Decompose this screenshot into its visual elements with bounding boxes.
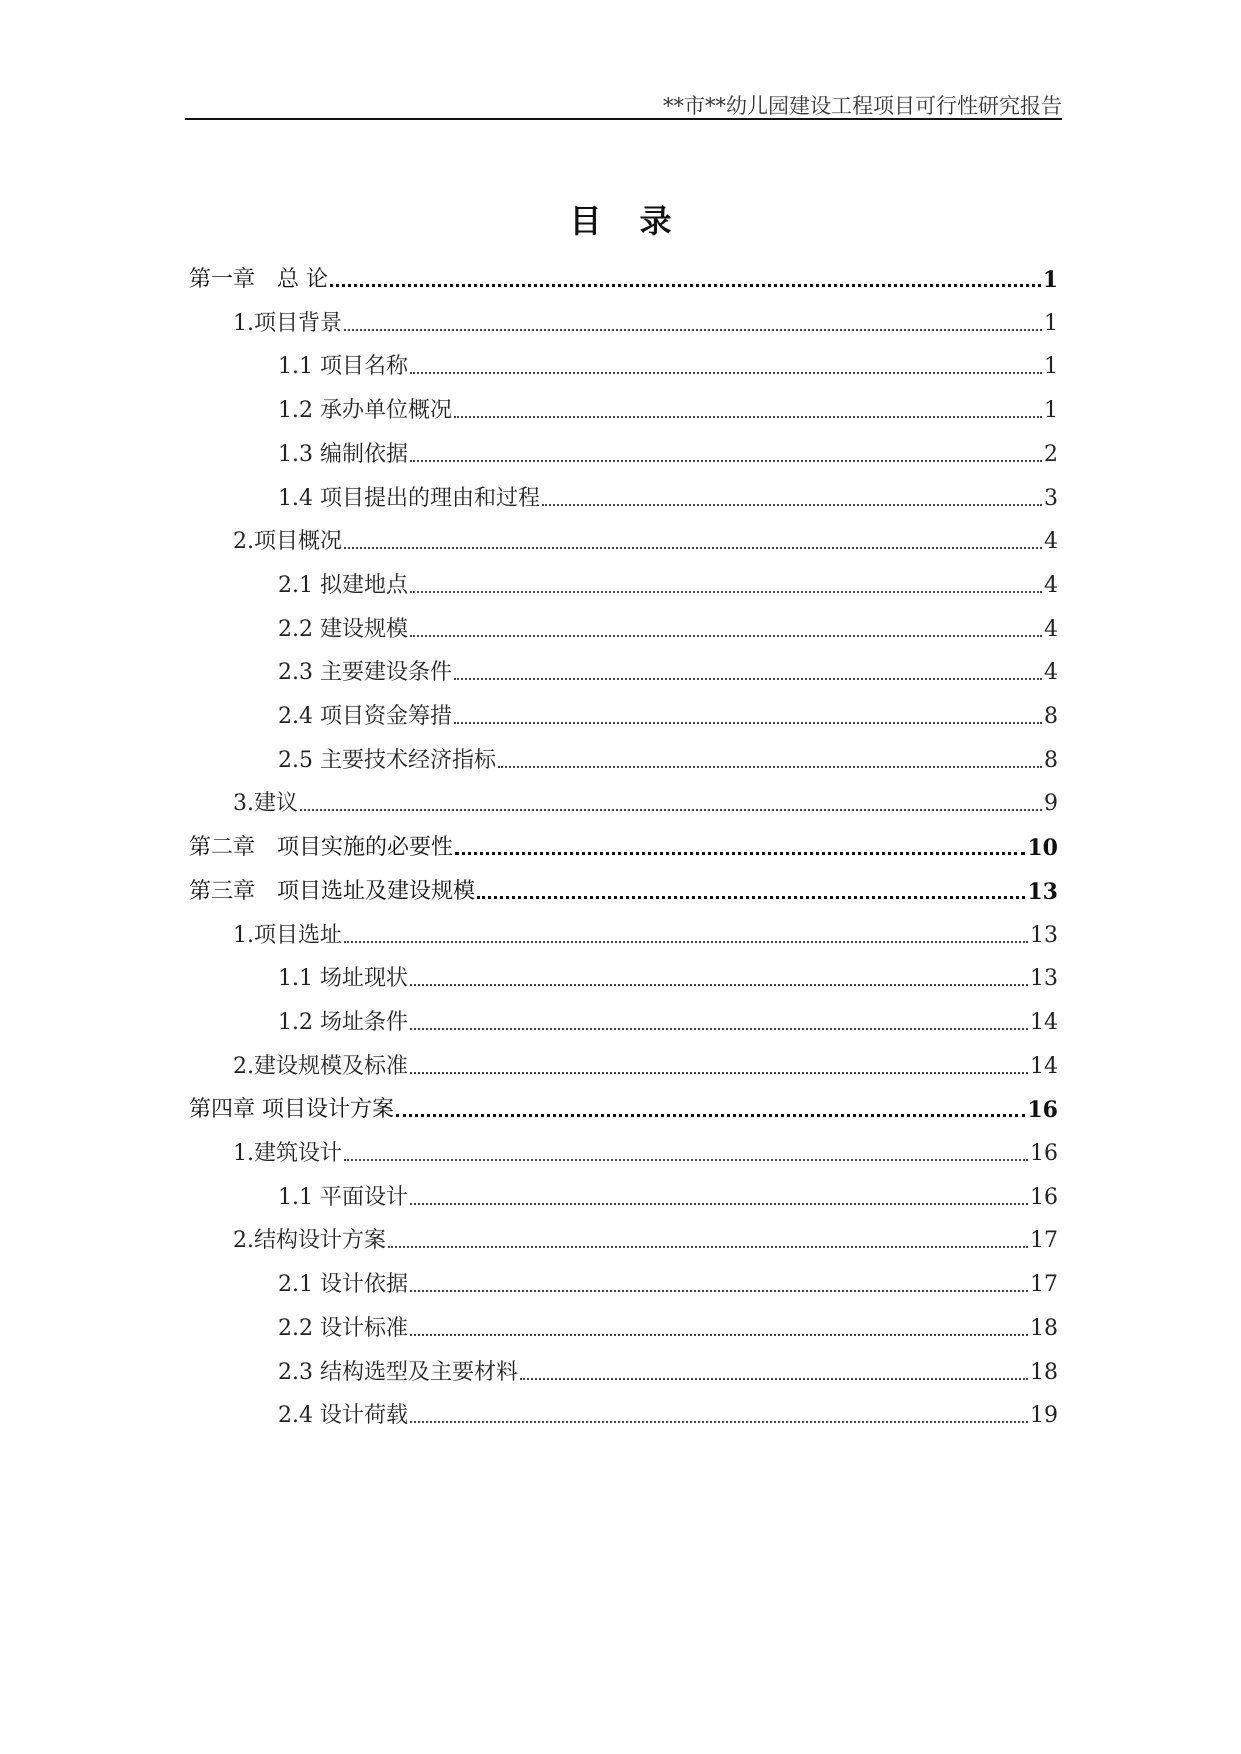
toc-section-entry[interactable] [233,918,1058,950]
toc-subsection-entry[interactable] [278,743,1058,775]
toc-subsection-entry[interactable] [278,393,1058,425]
toc-dot-leader [388,1246,1028,1248]
toc-subsection-entry[interactable] [278,612,1058,644]
toc-entry-label: 2.4 设计荷载 [278,1403,408,1428]
toc-entry-label: 2.5 主要技术经济指标 [278,748,496,773]
toc-entry-label: 第一章 总 论 [189,267,328,292]
toc-page-number: 14 [1030,1054,1058,1079]
toc-dot-leader [454,722,1042,724]
toc-dot-leader [396,1114,1025,1117]
toc-dot-leader [410,635,1042,637]
toc-entry-label: 1.项目背景 [233,311,342,336]
toc-entry-label: 2.3 结构选型及主要材料 [278,1360,518,1385]
toc-page-number: 8 [1044,704,1058,729]
toc-page-number: 8 [1044,748,1058,773]
toc-page-number: 16 [1027,1097,1058,1123]
toc-dot-leader [300,809,1042,811]
toc-entry-label: 第三章 项目选址及建设规模 [189,879,476,904]
toc-dot-leader [410,1421,1028,1423]
toc-subsection-entry[interactable] [278,349,1058,381]
toc-dot-leader [410,1334,1028,1336]
toc-subsection-entry[interactable] [278,1398,1058,1430]
toc-subsection-entry[interactable] [278,699,1058,731]
toc-page-number: 14 [1030,1010,1058,1035]
toc-dot-leader [477,896,1025,899]
toc-page-number: 2 [1044,442,1058,467]
toc-page-number: 13 [1027,879,1058,905]
toc-section-entry[interactable] [233,306,1058,338]
toc-page-number: 1 [1042,267,1058,293]
toc-entry-label: 第四章 项目设计方案 [189,1097,394,1122]
toc-page-number: 13 [1030,966,1058,991]
toc-page-number: 1 [1044,354,1058,379]
toc-page-number: 19 [1030,1403,1058,1428]
toc-chapter-entry[interactable] [189,262,1058,294]
toc-section-entry[interactable] [233,1136,1058,1168]
toc-dot-leader [410,1028,1028,1030]
toc-entry-label: 2.结构设计方案 [233,1228,386,1253]
toc-page-number: 13 [1030,923,1058,948]
toc-dot-leader [542,504,1042,506]
toc-page-number: 1 [1044,311,1058,336]
toc-entry-label: 1.4 项目提出的理由和过程 [278,486,540,511]
toc-section-entry[interactable] [233,786,1058,818]
toc-page-number: 4 [1044,617,1058,642]
toc-entry-label: 2.3 主要建设条件 [278,660,452,685]
toc-page-number: 17 [1030,1228,1058,1253]
toc-dot-leader [410,591,1042,593]
toc-dot-leader [344,941,1028,943]
toc-chapter-entry[interactable] [189,1092,1058,1124]
toc-subsection-entry[interactable] [278,568,1058,600]
toc-dot-leader [410,372,1042,374]
toc-dot-leader [344,1159,1028,1161]
toc-page-number: 16 [1030,1185,1058,1210]
toc-page-number: 9 [1044,791,1058,816]
toc-dot-leader [410,460,1042,462]
toc-entry-label: 2.2 设计标准 [278,1316,408,1341]
toc-entry-label: 3.建议 [233,791,298,816]
toc-entry-label: 2.2 建设规模 [278,617,408,642]
toc-page-number: 16 [1030,1141,1058,1166]
toc-dot-leader [454,678,1042,680]
toc-page-number: 4 [1044,660,1058,685]
toc-dot-leader [410,1290,1028,1292]
toc-dot-leader [330,284,1041,287]
toc-chapter-entry[interactable] [189,874,1058,906]
toc-subsection-entry[interactable] [278,961,1058,993]
toc-subsection-entry[interactable] [278,655,1058,687]
toc-subsection-entry[interactable] [278,1267,1058,1299]
toc-subsection-entry[interactable] [278,481,1058,513]
toc-page-number: 18 [1030,1316,1058,1341]
toc-dot-leader [454,416,1042,418]
toc-page-number: 4 [1044,573,1058,598]
toc-dot-leader [410,984,1028,986]
toc-entry-label: 1.2 承办单位概况 [278,398,452,423]
toc-entry-label: 1.1 项目名称 [278,354,408,379]
toc-entry-label: 2.4 项目资金筹措 [278,704,452,729]
toc-entry-label: 1.3 编制依据 [278,442,408,467]
toc-subsection-entry[interactable] [278,437,1058,469]
toc-page-number: 10 [1027,835,1058,861]
toc-dot-leader [344,329,1042,331]
toc-section-entry[interactable] [233,524,1058,556]
toc-chapter-entry[interactable] [189,830,1058,862]
header-title: **市**幼儿园建设工程项目可行性研究报告 [663,94,1062,118]
toc-dot-leader [344,547,1042,549]
toc-page-number: 1 [1044,398,1058,423]
toc-entry-label: 1.建筑设计 [233,1141,342,1166]
page-header [185,88,1062,120]
toc-dot-leader [455,852,1025,855]
toc-entry-label: 2.1 拟建地点 [278,573,408,598]
toc-section-entry[interactable] [233,1223,1058,1255]
toc-entry-label: 1.2 场址条件 [278,1010,408,1035]
toc-entry-label: 2.1 设计依据 [278,1272,408,1297]
toc-page-number: 4 [1044,529,1058,554]
toc-entry-label: 2.项目概况 [233,529,342,554]
toc-page-number: 18 [1030,1360,1058,1385]
toc-subsection-entry[interactable] [278,1005,1058,1037]
toc-dot-leader [410,1203,1028,1205]
toc-title: 目录 [569,202,710,240]
toc-page-number: 17 [1030,1272,1058,1297]
toc-entry-label: 第二章 项目实施的必要性 [189,835,454,860]
toc-section-entry[interactable] [233,1049,1058,1081]
toc-entry-label: 1.项目选址 [233,923,342,948]
toc-entry-label: 2.建设规模及标准 [233,1054,408,1079]
toc-page-number: 3 [1044,486,1058,511]
toc-dot-leader [520,1378,1028,1380]
toc-dot-leader [410,1072,1028,1074]
toc-entry-label: 1.1 场址现状 [278,966,408,991]
toc-subsection-entry[interactable] [278,1311,1058,1343]
toc-dot-leader [498,766,1042,768]
toc-subsection-entry[interactable] [278,1355,1058,1387]
toc-subsection-entry[interactable] [278,1180,1058,1212]
toc-entry-label: 1.1 平面设计 [278,1185,408,1210]
